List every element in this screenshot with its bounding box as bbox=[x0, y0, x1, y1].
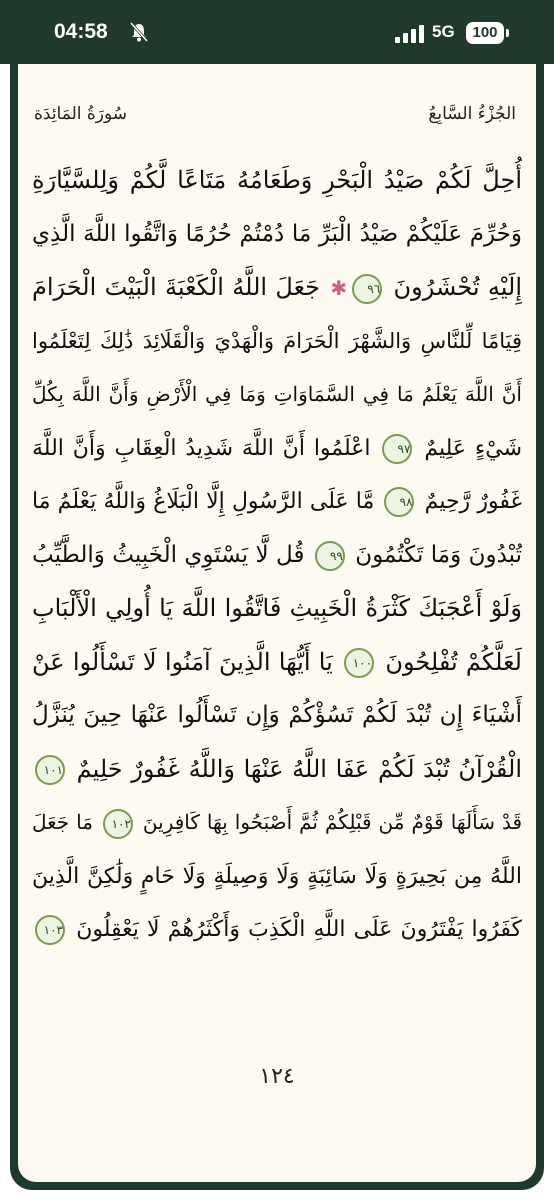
verse-line-14 bbox=[32, 850, 522, 904]
verse-text: اللَّهُ مِن بَحِيرَةٍ وَلَا سَائِبَةٍ وَلَا وَصِيلَةٍ وَلَا حَامٍ وَلَٰكِنَّ الَّذِينَ bbox=[32, 863, 522, 889]
mushaf-page[interactable] bbox=[18, 64, 536, 1182]
verse-text: قُل لَّا يَسْتَوِي الْخَبِيثُ وَالطَّيِّبُ bbox=[32, 541, 305, 568]
ayah-number-marker[interactable]: ٩٧ bbox=[382, 434, 412, 464]
verse-line-7 bbox=[32, 475, 522, 529]
verse-text: اعْلَمُوا أَنَّ اللَّهَ شَدِيدُ الْعِقَابِ وَأَنَّ اللَّهَ bbox=[32, 435, 371, 461]
ayah-number-marker[interactable]: ٩٨ bbox=[384, 487, 414, 517]
verse-text: كَفَرُوا يَفْتَرُونَ عَلَى اللَّهِ الْكَذِبَ وَأَكْثَرُهُمْ لَا يَعْقِلُونَ bbox=[76, 917, 522, 942]
verse-text: الْقُرْآنُ تُبْدَ لَكُمْ عَفَا اللَّهُ عَنْهَا وَاللَّهُ غَفُورٌ حَلِيمٌ bbox=[76, 754, 522, 783]
ayah-number-marker[interactable]: ٩٩ bbox=[315, 541, 345, 571]
verse-line-15 bbox=[32, 903, 522, 957]
verse-line-10 bbox=[32, 636, 522, 690]
verse-text: غَفُورٌ رَّحِيمٌ bbox=[424, 489, 522, 514]
verse-text: وَحُرِّمَ عَلَيْكُمْ صَيْدُ الْبَرِّ مَا دُمْتُمْ حُرُمًا وَاتَّقُوا اللَّهَ الَّذِي bbox=[32, 220, 522, 247]
verse-text: مَّا عَلَى الرَّسُولِ إِلَّا الْبَلَاغُ وَاللَّهُ يَعْلَمُ مَا bbox=[32, 489, 375, 514]
verse-line-13 bbox=[32, 796, 522, 850]
surah-header: سُورَةُ المَائِدَة bbox=[34, 104, 128, 124]
ayah-number-marker[interactable]: ١٠٠ bbox=[344, 648, 374, 678]
verse-line-11 bbox=[32, 689, 522, 743]
hizb-star-icon: ✱ bbox=[330, 275, 348, 300]
verse-text: وَلَوْ أَعْجَبَكَ كَثْرَةُ الْخَبِيثِ فَاتَّقُوا اللَّهَ يَا أُولِي الْأَلْبَابِ bbox=[32, 594, 522, 622]
status-time: 04:58 bbox=[54, 20, 108, 43]
page-number: ١٢٤ bbox=[259, 1064, 295, 1089]
verse-text: تُبْدُونَ وَمَا تَكْتُمُونَ bbox=[355, 541, 522, 568]
verse-text: قَدْ سَأَلَهَا قَوْمٌ مِّن قَبْلِكُمْ ثُمَّ أَصْبَحُوا بِهَا كَافِرِينَ bbox=[142, 810, 522, 834]
battery-icon: 100 bbox=[466, 22, 504, 44]
verse-text: أُحِلَّ لَكُمْ صَيْدُ الْبَحْرِ وَطَعَامُهُ مَتَاعًا لَّكُمْ وَلِلسَّيَّارَةِ bbox=[32, 166, 522, 194]
ayah-number-marker[interactable]: ١٠٢ bbox=[103, 809, 133, 839]
verse-line-5 bbox=[32, 368, 522, 422]
verse-text: أَنَّ اللَّهَ يَعْلَمُ مَا فِي السَّمَاوَاتِ وَمَا فِي الْأَرْضِ وَأَنَّ اللَّهَ بِكُلِّ bbox=[32, 382, 522, 406]
ayah-number-marker[interactable]: ٩٦ bbox=[352, 274, 382, 304]
status-bar bbox=[0, 0, 554, 64]
verse-line-12 bbox=[32, 743, 522, 797]
verse-text: أَشْيَاءَ إِن تُبْدَ لَكُمْ تَسُؤْكُمْ وَإِن تَسْأَلُوا عَنْهَا حِينَ يُنَزَّلُ bbox=[32, 702, 522, 728]
verse-text: شَيْءٍ عَلِيمٌ bbox=[424, 435, 522, 461]
verse-line-2 bbox=[32, 208, 522, 262]
verses-block[interactable] bbox=[32, 154, 522, 957]
verse-text: إِلَيْهِ تُحْشَرُونَ bbox=[393, 273, 522, 301]
ayah-number-marker[interactable]: ١٠٣ bbox=[35, 915, 65, 945]
verse-line-4 bbox=[32, 315, 522, 369]
verse-text: جَعَلَ اللَّهُ الْكَعْبَةَ الْبَيْتَ الْحَرَامَ bbox=[32, 273, 321, 301]
verse-line-9 bbox=[32, 582, 522, 636]
verse-line-3 bbox=[32, 261, 522, 315]
verse-text: مَا جَعَلَ bbox=[32, 810, 93, 834]
bell-slash-icon bbox=[130, 22, 148, 42]
signal-bars-icon bbox=[395, 25, 425, 43]
verse-line-1 bbox=[32, 154, 522, 208]
ayah-number-marker[interactable]: ١٠١ bbox=[35, 755, 65, 785]
verse-text: قِيَامًا لِّلنَّاسِ وَالشَّهْرَ الْحَرَامَ وَالْهَدْيَ وَالْقَلَائِدَ ذَٰلِكَ لِتَعْلَمُوا bbox=[32, 328, 522, 353]
network-label: 5G bbox=[432, 22, 455, 41]
verse-line-8 bbox=[32, 529, 522, 583]
battery-tip bbox=[506, 29, 509, 37]
verse-text: لَعَلَّكُمْ تُفْلِحُونَ bbox=[385, 647, 522, 676]
juz-header: الجُزْءُ السَّابِعُ bbox=[428, 104, 516, 124]
verse-text: يَا أَيُّهَا الَّذِينَ آمَنُوا لَا تَسْأَلُوا عَنْ bbox=[32, 647, 333, 676]
verse-line-6 bbox=[32, 422, 522, 476]
